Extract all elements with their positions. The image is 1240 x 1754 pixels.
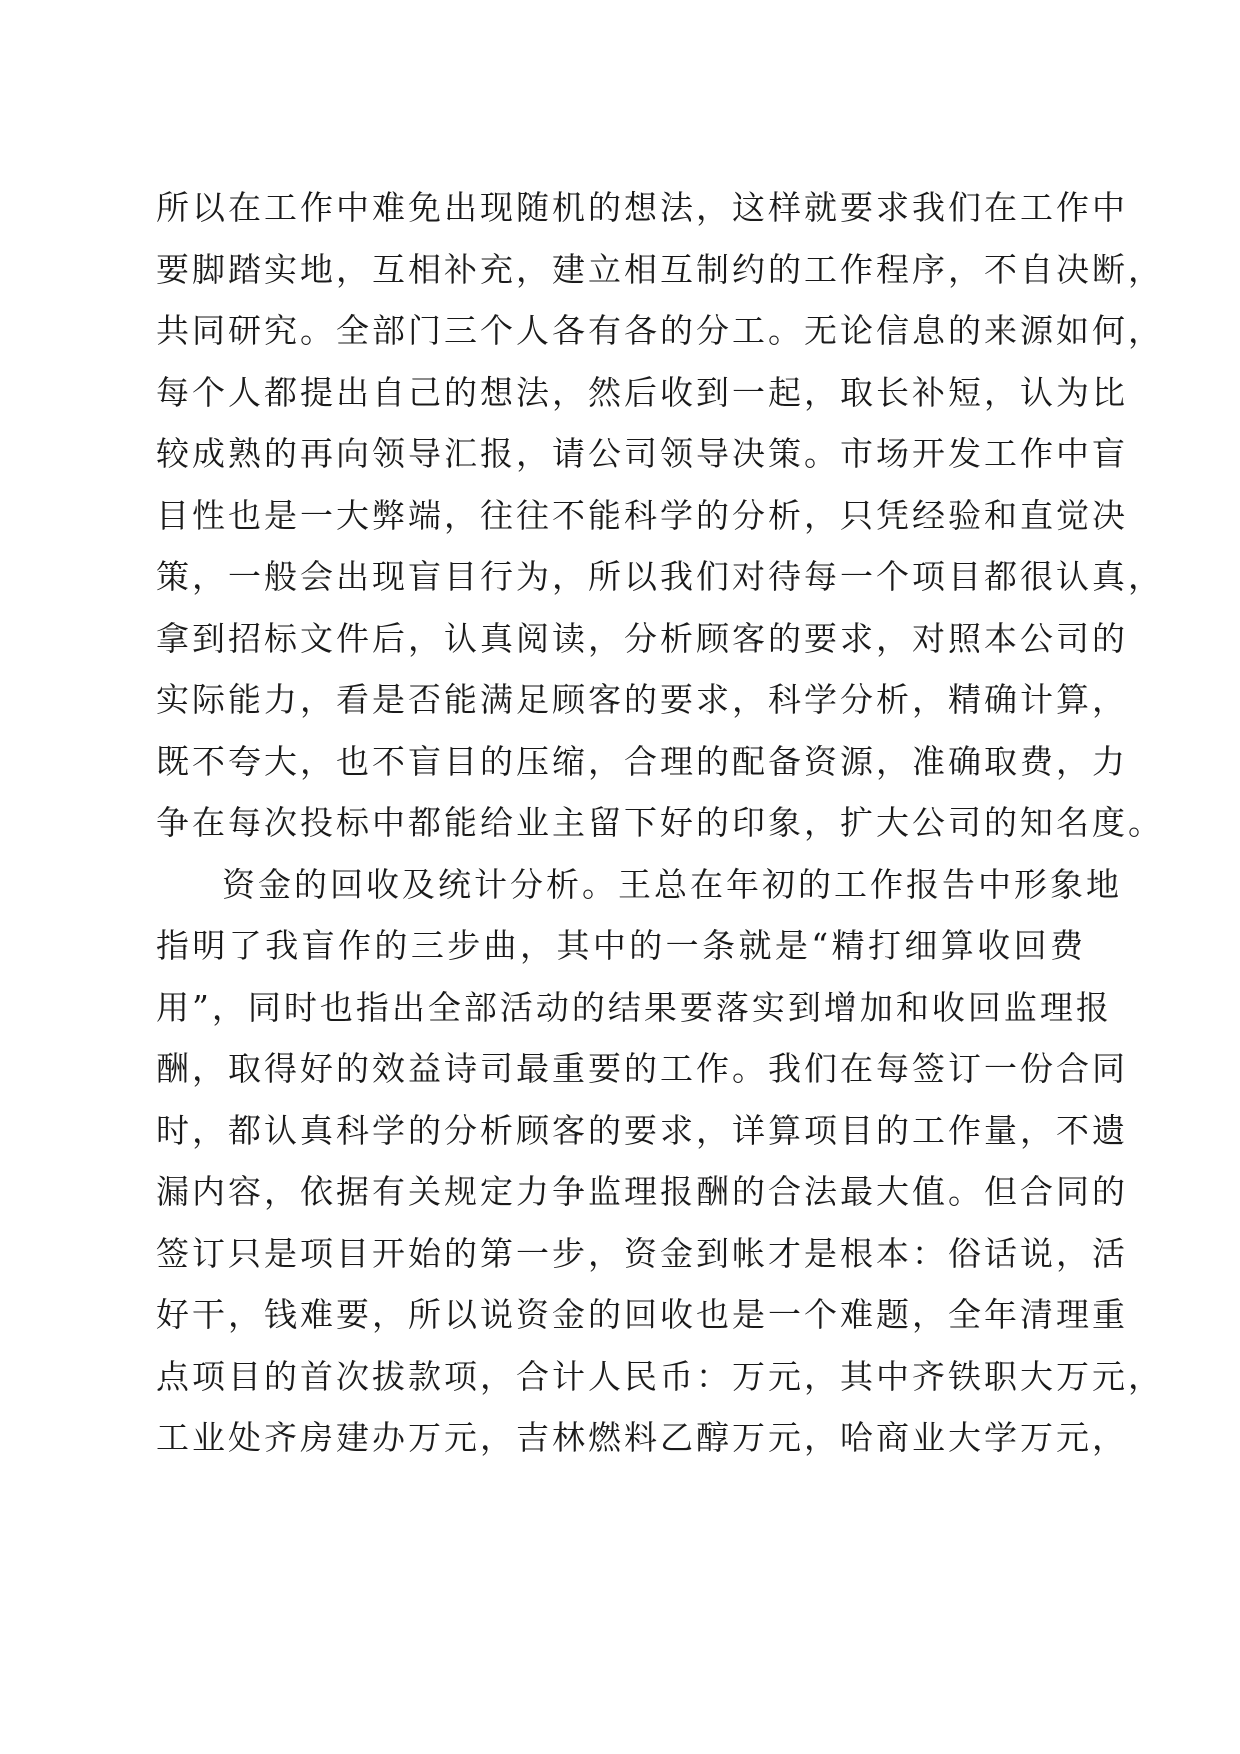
- text-line: 用”，同时也指出全部活动的结果要落实到增加和收回监理报: [156, 987, 1112, 1027]
- text-line: 酬，取得好的效益诗司最重要的工作。我们在每签订一份合同: [156, 1049, 1128, 1088]
- text-line: 目性也是一大弊端，往往不能科学的分析，只凭经验和直觉决: [156, 495, 1128, 535]
- text-line: 实际能力，看是否能满足顾客的要求，科学分析，精确计算，: [156, 680, 1128, 719]
- text-line: 点项目的首次拔款项，合计人民币：万元，其中齐铁职大万元，: [156, 1356, 1164, 1396]
- paragraph-first-line: 资金的回收及统计分析。王总在年初的工作报告中形象地: [222, 864, 1122, 904]
- text-line: 策，一般会出现盲目行为，所以我们对待每一个项目都很认真，: [156, 557, 1164, 596]
- text-line: 既不夸大，也不盲目的压缩，合理的配备资源，准确取费，力: [156, 741, 1128, 781]
- text-line: 要脚踏实地，互相补充，建立相互制约的工作程序，不自决断，: [156, 249, 1164, 289]
- text-line: 工业处齐房建办万元，吉林燃料乙醇万元，哈商业大学万元，: [156, 1418, 1128, 1457]
- text-line: 较成熟的再向领导汇报，请公司领导决策。市场开发工作中盲: [156, 434, 1128, 473]
- text-line: 每个人都提出自己的想法，然后收到一起，取长补短，认为比: [156, 372, 1128, 412]
- text-line: 漏内容，依据有关规定力争监理报酬的合法最大值。但合同的: [156, 1172, 1128, 1211]
- body-text: [156, 188, 1164, 1480]
- text-line: 签订只是项目开始的第一步，资金到帐才是根本：俗话说，活: [156, 1233, 1128, 1273]
- text-line: 指明了我盲作的三步曲，其中的一条就是“精打细算收回费: [156, 926, 1086, 965]
- text-line: 所以在工作中难免出现随机的想法，这样就要求我们在工作中: [156, 188, 1128, 227]
- text-line: 拿到招标文件后，认真阅读，分析顾客的要求，对照本公司的: [156, 618, 1128, 658]
- paragraph-last-line: 争在每次投标中都能给业主留下好的印象，扩大公司的知名度。: [156, 803, 1164, 842]
- text-line: 时，都认真科学的分析顾客的要求，详算项目的工作量，不遗: [156, 1110, 1128, 1150]
- text-line: 共同研究。全部门三个人各有各的分工。无论信息的来源如何，: [156, 311, 1164, 350]
- text-line: 好干，钱难要，所以说资金的回收也是一个难题，全年清理重: [156, 1295, 1128, 1334]
